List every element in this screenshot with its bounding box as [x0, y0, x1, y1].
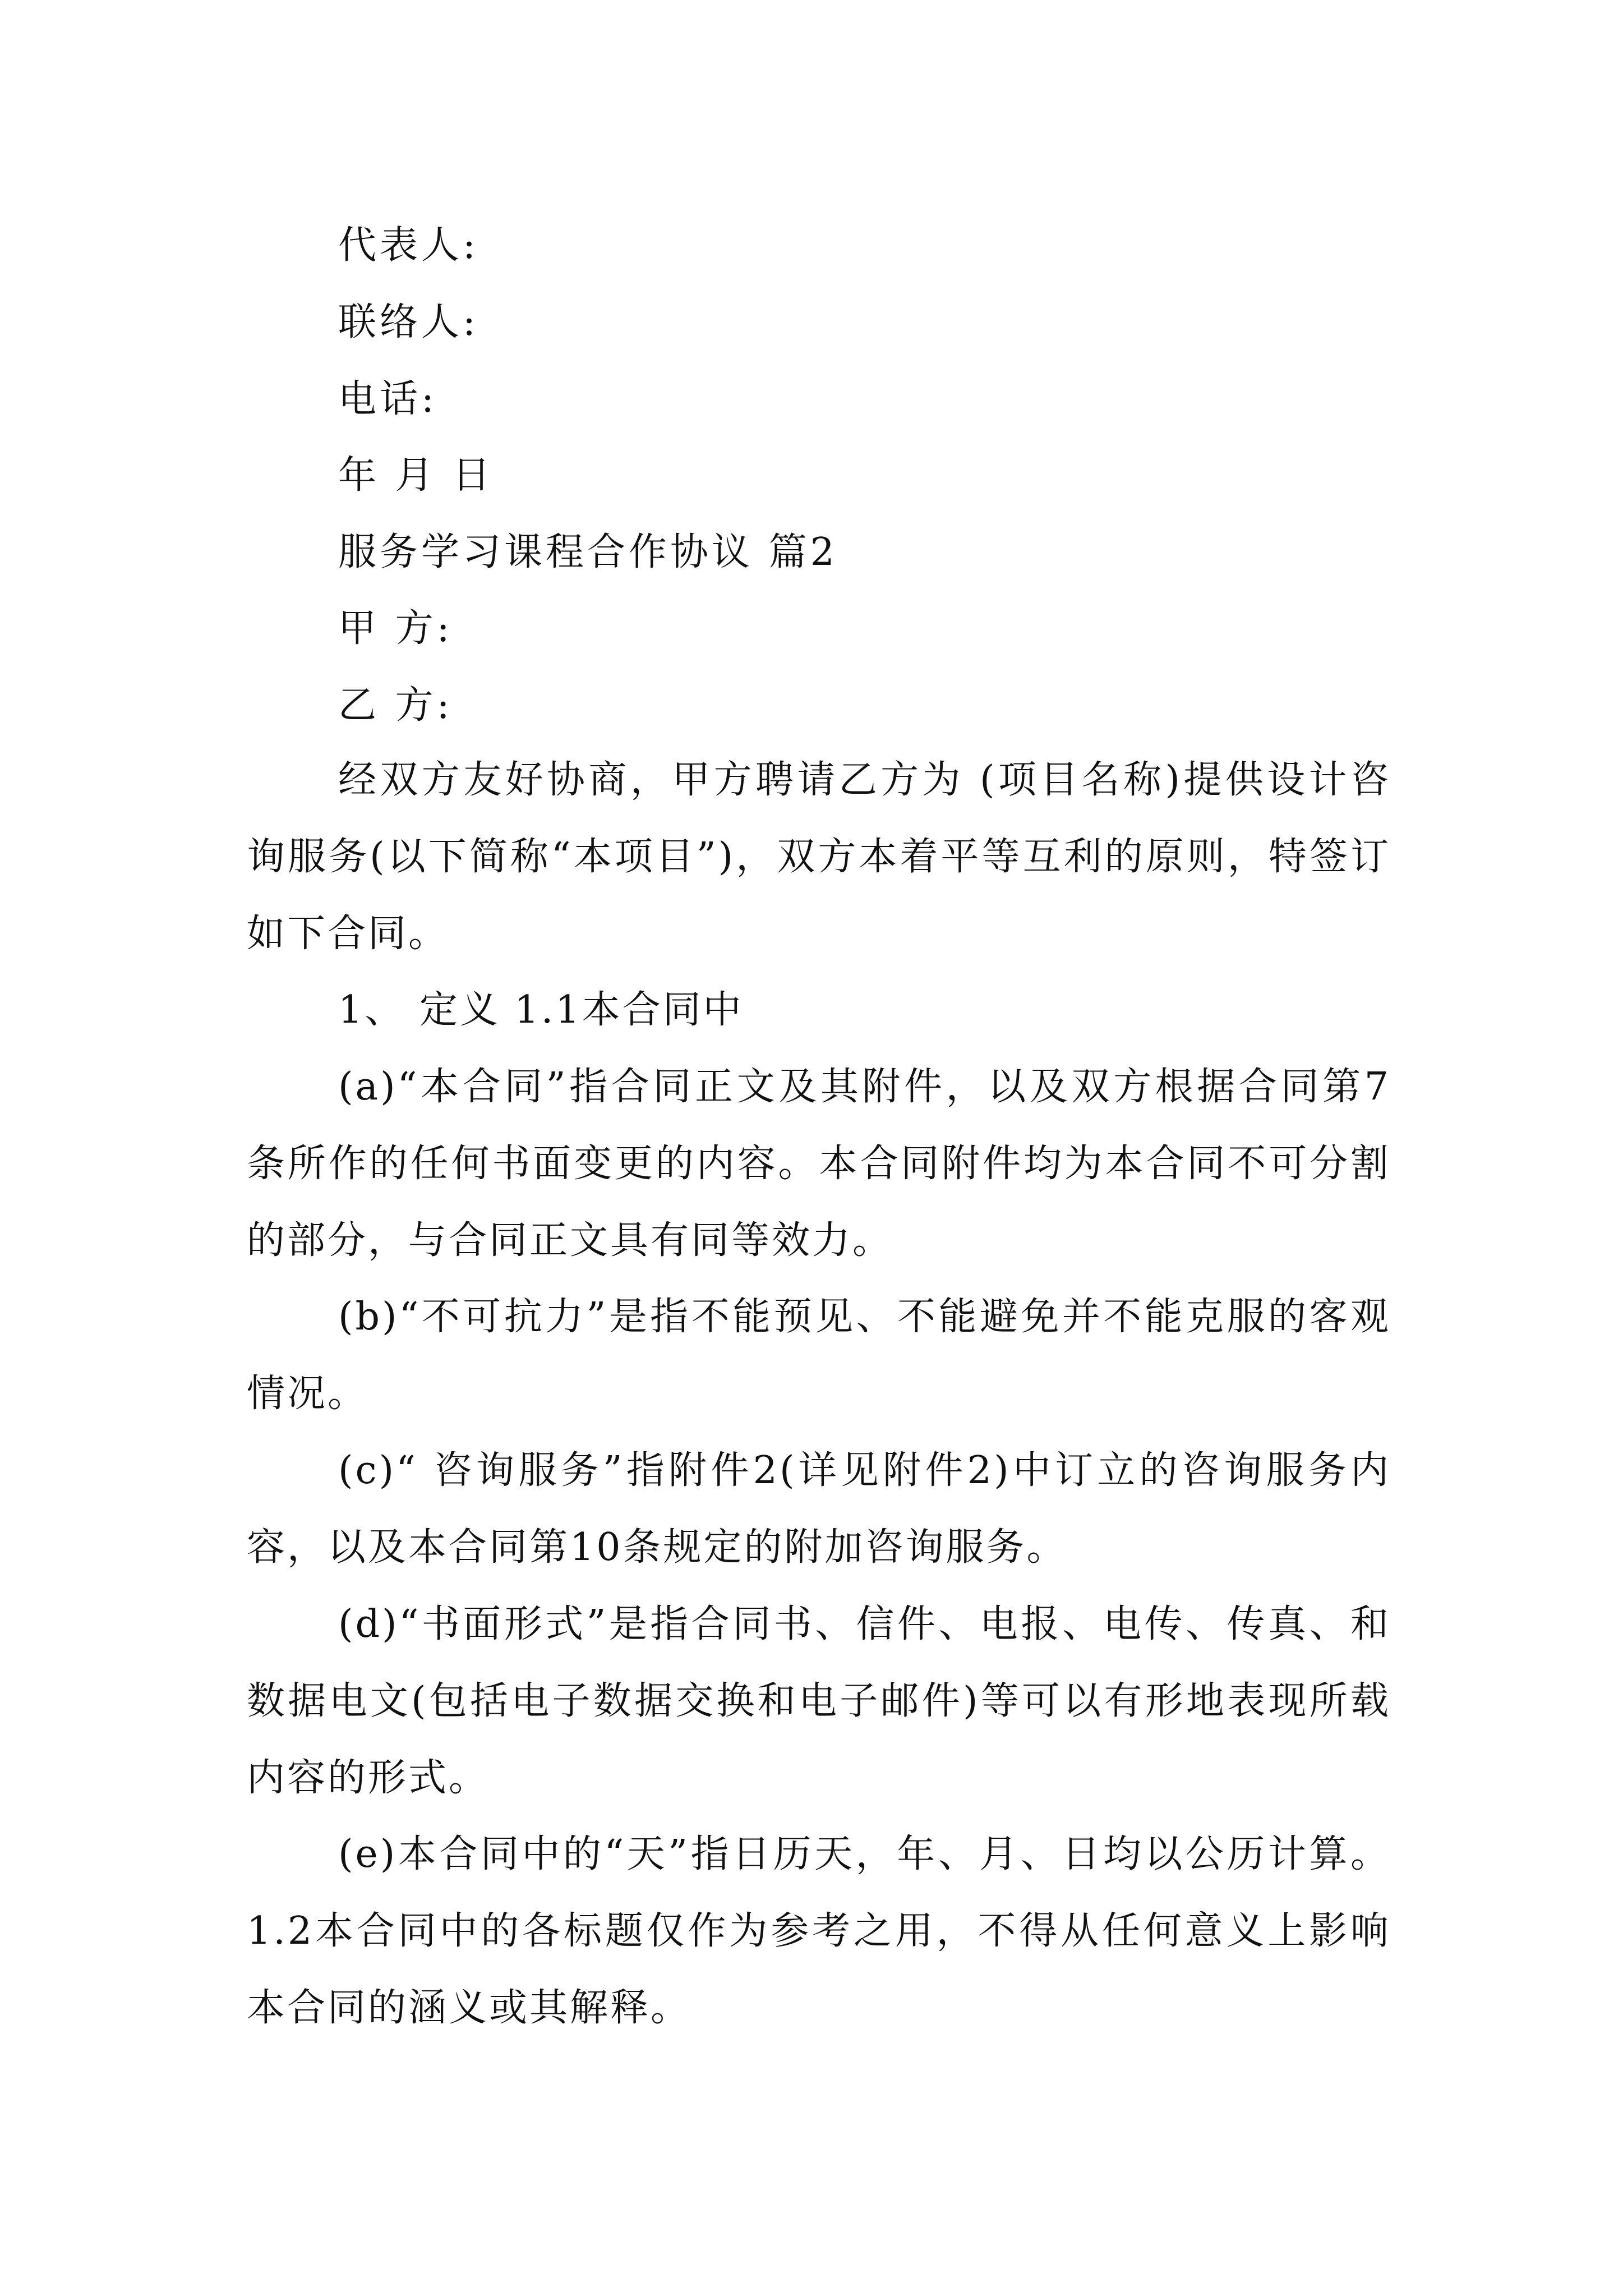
date-line: 年 月 日 — [338, 453, 494, 498]
definition-e: (e)本合同中的“天”指日历天，年、月、日均以公历计算。 1.2本合同中的各标题仅作为参考之用，不得从任何意义上影响本合同的涵义或其解释。 — [247, 1832, 1391, 2030]
contact-person-line: 联络人: — [338, 300, 479, 344]
representative-line: 代表人: — [338, 223, 479, 268]
definition-d: (d)“书面形式”是指合同书、信件、电报、电传、传真、和数据电文(包括电子数据交换和电子邮件)等可以有形地表现所载内容的形式。 — [247, 1602, 1391, 1800]
definition-b: (b)“不可抗力”是指不能预见、不能避免并不能克服的客观情况。 — [247, 1295, 1391, 1416]
definition-a: (a)“本合同”指合同正文及其附件，以及双方根据合同第7条所作的任何书面变更的内容。本合同附件均为本合同不可分割的部分，与合同正文具有同等效力。 — [247, 1065, 1391, 1263]
document-title: 服务学习课程合作协议 篇2 — [338, 530, 838, 574]
phone-line: 电话: — [338, 377, 437, 421]
definitions-heading: 1、 定义 1.1本合同中 — [338, 988, 744, 1032]
definition-c: (c)“ 咨询服务”指附件2(详见附件2)中订立的咨询服务内容，以及本合同第10条规定的附加咨询服务。 — [247, 1448, 1391, 1570]
party-b-line: 乙 方: — [338, 683, 453, 728]
intro-paragraph: 经双方友好协商，甲方聘请乙方为 (项目名称)提供设计咨询服务(以下简称“本项目”)，双方本着平等互利的原则，特签订如下合同。 — [247, 758, 1391, 956]
party-a-line: 甲 方: — [338, 606, 453, 651]
